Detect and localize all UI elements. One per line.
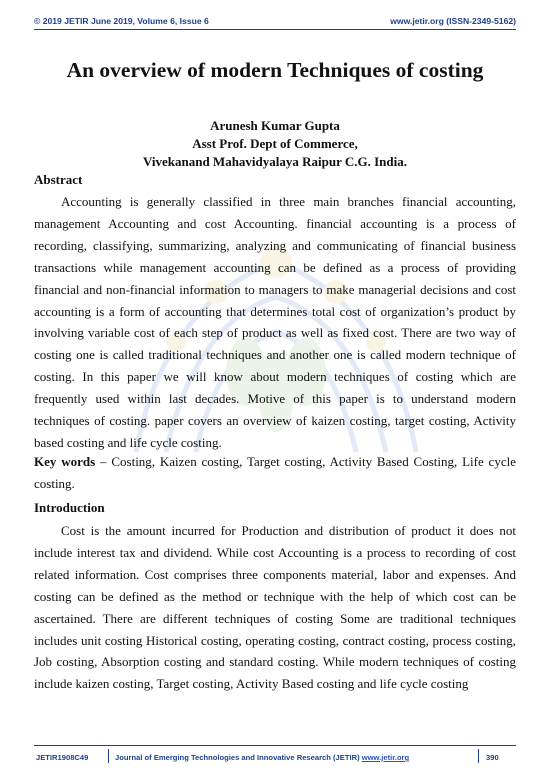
abstract-heading: Abstract <box>34 172 83 187</box>
header-copyright: © 2019 JETIR June 2019, Volume 6, Issue 6 <box>34 16 209 26</box>
abstract-body <box>34 191 516 454</box>
header-divider <box>34 29 516 30</box>
footer-divider <box>34 745 516 746</box>
introduction-text: Cost is the amount incurred for Production and distribution of product it does not include interest tax and dividend. While cost Accounting is a process to recording of cost related information. Cost comprises three components material, labor and expenses. And costing can be defined as the method or technique with the help of which cost can be ascertained. There are different techniques of costing Some are traditional techniques includes unit costing Historical costing, operating costing, contract costing, process costing, Job costing, Absorption costing and standard costing. While modern techniques of costing include kaizen costing, Target costing, Activity Based costing and life cycle costing <box>34 523 516 692</box>
paper-title: An overview of modern Techniques of costing <box>66 58 484 82</box>
footer-paper-id: JETIR1908C49 <box>36 753 89 762</box>
page-number: 390 <box>486 753 499 762</box>
footer-separator <box>478 749 479 763</box>
author-affiliation: Vivekanand Mahavidyalaya Raipur C.G. India. <box>142 154 408 169</box>
keywords-text: – Costing, Kaizen costing, Target costing, Activity Based Costing, Life cycle costing. <box>34 454 516 491</box>
keywords-label: Key words <box>34 454 96 469</box>
page-header <box>34 16 516 30</box>
footer-journal-name: Journal of Emerging Technologies and Innovative Research (JETIR) <box>115 753 362 762</box>
footer-website-link[interactable]: www.jetir.org <box>361 753 410 762</box>
introduction-body <box>34 520 516 695</box>
introduction-heading: Introduction <box>34 500 105 515</box>
keywords <box>34 451 516 495</box>
author-position: Asst Prof. Dept of Commerce, <box>192 136 358 151</box>
footer-separator <box>108 749 109 763</box>
abstract-text: Accounting is generally classified in three main branches financial accounting, management Accounting and cost Accounting. financial accounting is a process of recording, classifying, summarizing, analyzing and communicating of financial business transactions while management accounting can be defined as a process of providing financial and non-financial information to managers to make managerial decisions and cost accounting is a form of accounting that determines total cost of organization’s product by involving variable cost of each step of product as well as fixed cost. There are two way of costing one is called traditional techniques and another one is called modern technique of costing. In this paper we will know about modern techniques of costing which are frequently used within last decades. Motive of this paper is to understand modern techniques of costing. paper covers an overview of kaizen costing, target costing, Activity based costing and life cycle costing. <box>34 194 516 450</box>
header-website-issn: www.jetir.org (ISSN-2349-5162) <box>390 16 516 26</box>
footer-journal <box>115 753 409 762</box>
author-name: Arunesh Kumar Gupta <box>210 118 340 133</box>
